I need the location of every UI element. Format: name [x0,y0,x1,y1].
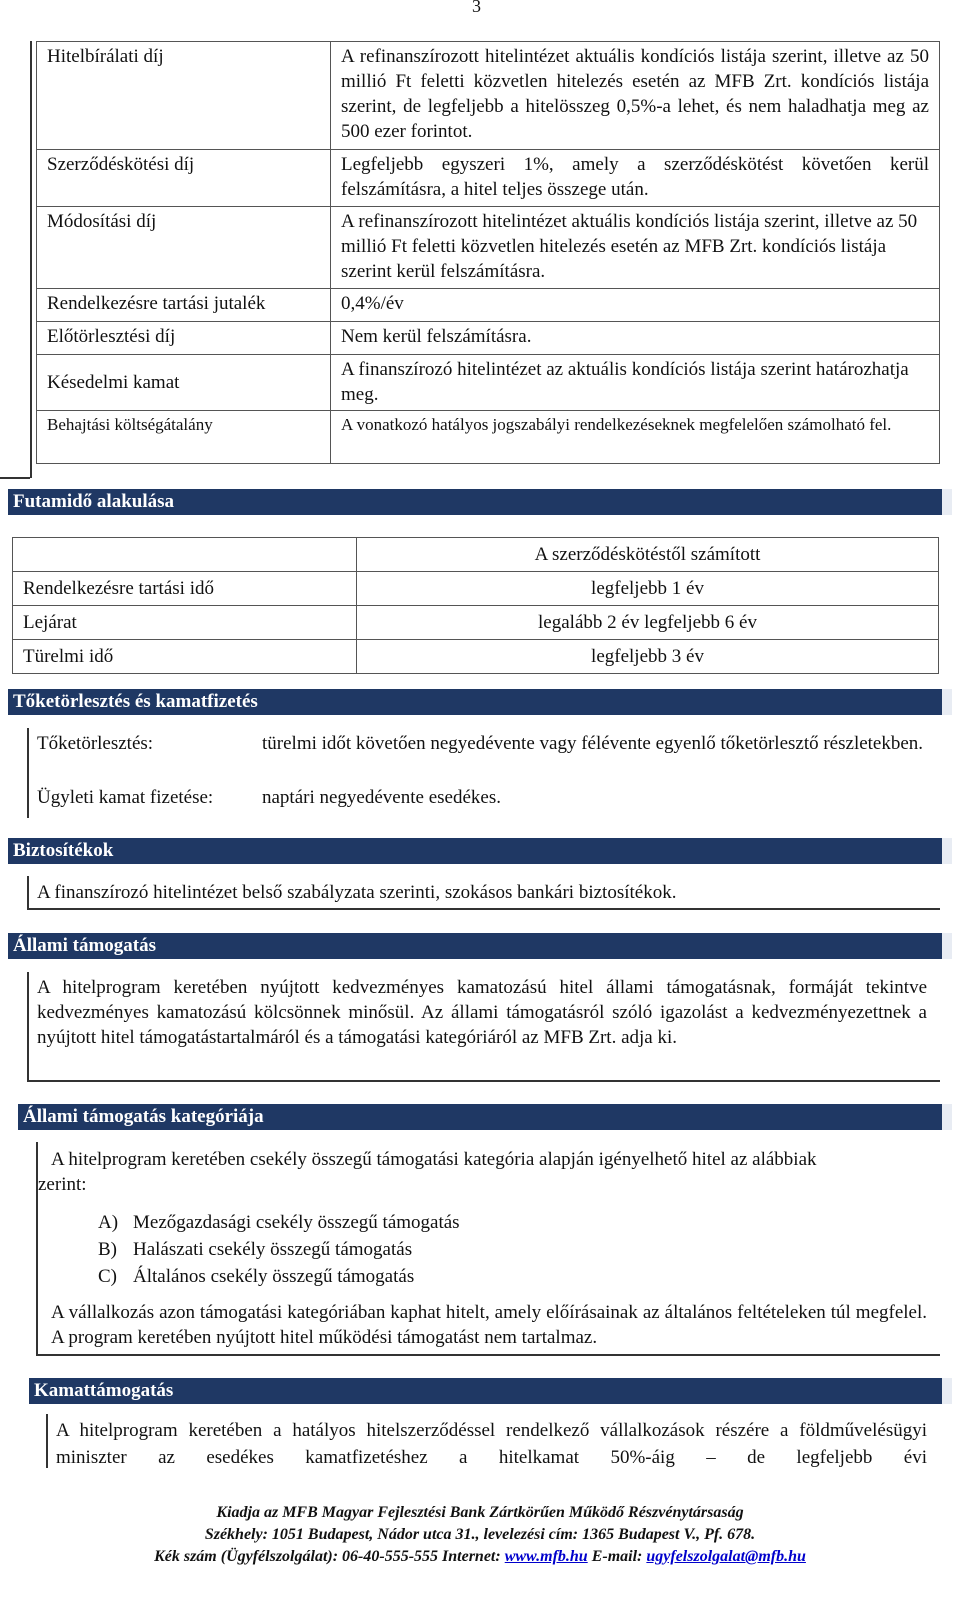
table-row [37,322,940,355]
repayment-value: türelmi időt követően negyedévente vagy félévente egyenlő tőketörlesztő részletekben. [262,733,924,754]
fee-label: Szerződéskötési díj [37,150,331,207]
section-title: Állami támogatás [13,935,157,956]
section-header-toketorlesztes [8,689,952,715]
term-value: legalább 2 év legfeljebb 6 év [357,606,939,640]
footer-contact-prefix: Kék szám (Ügyfélszolgálat): 06-40-555-555 Internet: [154,1548,505,1565]
section-underline [27,1080,940,1082]
section-title: Futamidő alakulása [13,491,175,512]
fee-value: A vonatkozó hatályos jogszabályi rendelkezéseknek megfelelően számolható fel. [331,411,940,464]
term-label: Türelmi idő [13,640,357,674]
fee-value: Nem kerül felszámításra. [331,322,940,355]
list-item-marker: B) [98,1239,117,1260]
fee-value: A finanszírozó hitelintézet az aktuális kondíciós listája szerint határozhatja meg. [331,355,940,411]
term-table [12,537,939,674]
fee-value: A refinanszírozott hitelintézet aktuális kondíciós listája szerint, illetve az 50 millió Ft feletti közvetlen hitelezés esetén az MFB Zrt. kondíciós listája szerint, de legfeljebb a hitelösszeg 0,5%-a lehet, és nem haladhatja meg az 500 ezer forintot. [331,42,940,150]
section-header-allami [8,933,952,959]
section-underline [36,1354,940,1356]
fee-label: Rendelkezésre tartási jutalék [37,289,331,322]
collateral-text: A finanszírozó hitelintézet belső szabályzata szerinti, szokásos bankári biztosítékok. [37,882,677,903]
term-corner-cell [13,538,357,572]
fee-label: Behajtási költségátalány [37,411,331,464]
list-item: Általános csekély összegű támogatás [133,1266,415,1287]
table-row [37,355,940,411]
table-row [37,150,940,207]
section-title: Állami támogatás kategóriája [23,1106,264,1127]
term-col-header: A szerződéskötéstől számított [357,538,939,572]
fee-value: 0,4%/év [331,289,940,322]
fees-table [36,41,940,464]
left-tick-rule [0,477,30,479]
section-rule [27,972,29,1080]
term-label: Lejárat [13,606,357,640]
table-row [37,42,940,150]
fee-label: Késedelmi kamat [37,355,331,411]
table-row [13,640,939,674]
table-row [13,572,939,606]
section-underline [27,908,940,910]
table-row [37,411,940,464]
section-title: Tőketörlesztés és kamatfizetés [13,691,258,712]
website-link[interactable]: www.mfb.hu [504,1548,588,1565]
footer-line-contact [0,1546,960,1568]
table-row [37,207,940,289]
fee-label: Módosítási díj [37,207,331,289]
state-aid-text: A hitelprogram keretében nyújtott kedvezményes kamatozású hitel állami támogatásnak, formáját tekintve kedvezményes kamatozású kölcsönnek minősül. Az állami támogatásról szóló igazolást a kedvezményezettnek a nyújtott hitel támogatástartalmáról és a támogatási kategóriáról az MFB Zrt. adja ki. [37,977,927,1048]
footer-line-address: Székhely: 1051 Budapest, Nádor utca 31., levelezési cím: 1365 Budapest V., Pf. 678. [204,1526,756,1543]
list-item: Halászati csekély összegű támogatás [133,1239,413,1260]
table-row [13,538,939,572]
table-row [13,606,939,640]
section-header-futamido [8,489,952,515]
list-item: Mezőgazdasági csekély összegű támogatás [133,1212,460,1233]
page-number: 3 [472,0,481,16]
section-header-kamattamogatas [29,1378,952,1404]
section-header-kategoria [18,1104,952,1130]
section-title: Kamattámogatás [34,1380,174,1401]
email-link[interactable]: ugyfelszolgalat@mfb.hu [646,1548,806,1565]
term-label: Rendelkezésre tartási idő [13,572,357,606]
footer-line-publisher: Kiadja az MFB Magyar Fejlesztési Bank Zártkörűen Működő Részvénytársaság [216,1504,744,1521]
interest-label: Ügyleti kamat fizetése: [37,787,214,808]
interest-subsidy-text: A hitelprogram keretében a hatályos hitelszerződéssel rendelkező vállalkozások részére a földművelésügyi miniszter az esedékes kamatfizetéshez a hitelkamat 50%-áig – de legfeljebb évi [56,1420,927,1468]
footer-email-prefix: E-mail: [587,1548,647,1565]
fee-value: Legfeljebb egyszeri 1%, amely a szerződéskötést követően kerül felszámításra, a hitel teljes összege után. [331,150,940,207]
fee-label: Előtörlesztési díj [37,322,331,355]
fee-value: A refinanszírozott hitelintézet aktuális kondíciós listája szerint, illetve az 50 millió Ft feletti közvetlen hitelezés esetén az MFB Zrt. kondíciós listája szerint kerül felszámításra. [331,207,940,289]
section-rule [27,728,29,818]
repayment-label: Tőketörlesztés: [37,733,154,754]
section-header-biztositekok [8,838,952,864]
section-title: Biztosítékok [13,840,114,861]
fee-label: Hitelbírálati díj [37,42,331,150]
left-rule [30,41,32,478]
category-intro-line1: A hitelprogram keretében csekély összegű támogatási kategória alapján igényelhető hitel az alábbiak [51,1149,817,1170]
interest-value: naptári negyedévente esedékes. [262,787,501,808]
category-outro: A vállalkozás azon támogatási kategóriában kaphat hitelt, amely előírásainak az általános feltételeken túl megfelel. A program keretében nyújtott hitel működési támogatást nem tartalmaz. [51,1302,927,1348]
category-intro-line2: zerint: [38,1174,87,1195]
section-rule [27,876,29,908]
section-rule [46,1414,48,1468]
list-item-marker: A) [98,1212,119,1233]
list-item-marker: C) [98,1266,117,1287]
term-value: legfeljebb 1 év [357,572,939,606]
table-row [37,289,940,322]
term-value: legfeljebb 3 év [357,640,939,674]
